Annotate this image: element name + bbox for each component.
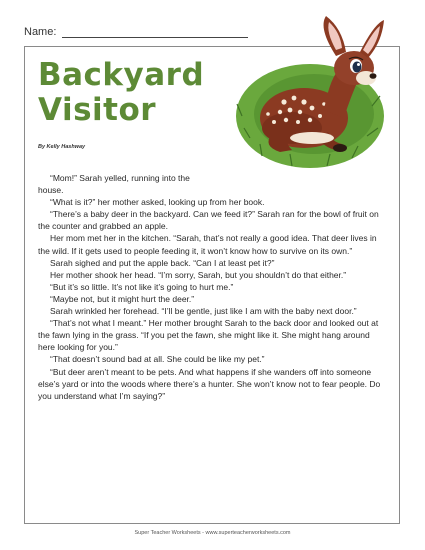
name-label: Name: (24, 26, 57, 38)
paragraph: Her mother shook her head. “I’m sorry, Sarah, but you shouldn’t do that either.” (50, 269, 347, 280)
fawn-illustration (232, 6, 387, 171)
paragraph: “But deer aren’t meant to be pets. And what happens if she wanders off into someone else’s yard or into the woods where there’s a hunter. She won’t know not to fear people. Do you understand what I’m saying?” (38, 366, 381, 401)
byline: By Kelly Hashway (38, 144, 86, 150)
paragraph: Sarah sighed and put the apple back. “Can I at least pet it?” (50, 257, 275, 268)
title-line-2: Visitor (38, 92, 157, 128)
footer-credit: Super Teacher Worksheets - www.superteacherworksheets.com (134, 530, 291, 536)
paragraph: “What is it?” her mother asked, looking up from her book. (50, 197, 265, 208)
paragraph: “That’s not what I meant.” Her mother brought Sarah to the back door and looked out at the fawn lying in the grass. “If you pet the fawn, she might like it. She might hang around here looking for you.” (38, 318, 379, 353)
paragraph: Sarah wrinkled her forehead. “I’ll be gentle, just like I am with the baby next door.” (50, 306, 357, 317)
paragraph: “Mom!” Sarah yelled, running into the house. (38, 173, 190, 196)
paragraph: “That doesn’t sound bad at all. She could be like my pet.” (50, 354, 265, 365)
name-line (62, 37, 248, 38)
paragraph: “Maybe not, but it might hurt the deer.” (50, 293, 195, 304)
paragraph: Her mom met her in the kitchen. “Sarah, that’s not really a good idea. That deer lives in the wild. If it gets used to people feeding it, it won’t know how to survive on its own.” (38, 233, 377, 256)
paragraph: “There’s a baby deer in the backyard. Can we feed it?” Sarah ran for the bowl of fruit on the counter and grabbed an apple. (38, 209, 379, 232)
story-text (38, 172, 388, 402)
paragraph: “But it’s so little. It’s not like it’s going to hurt me.” (50, 281, 234, 292)
title-line-1: Backyard (38, 57, 205, 93)
story-title (38, 58, 204, 128)
